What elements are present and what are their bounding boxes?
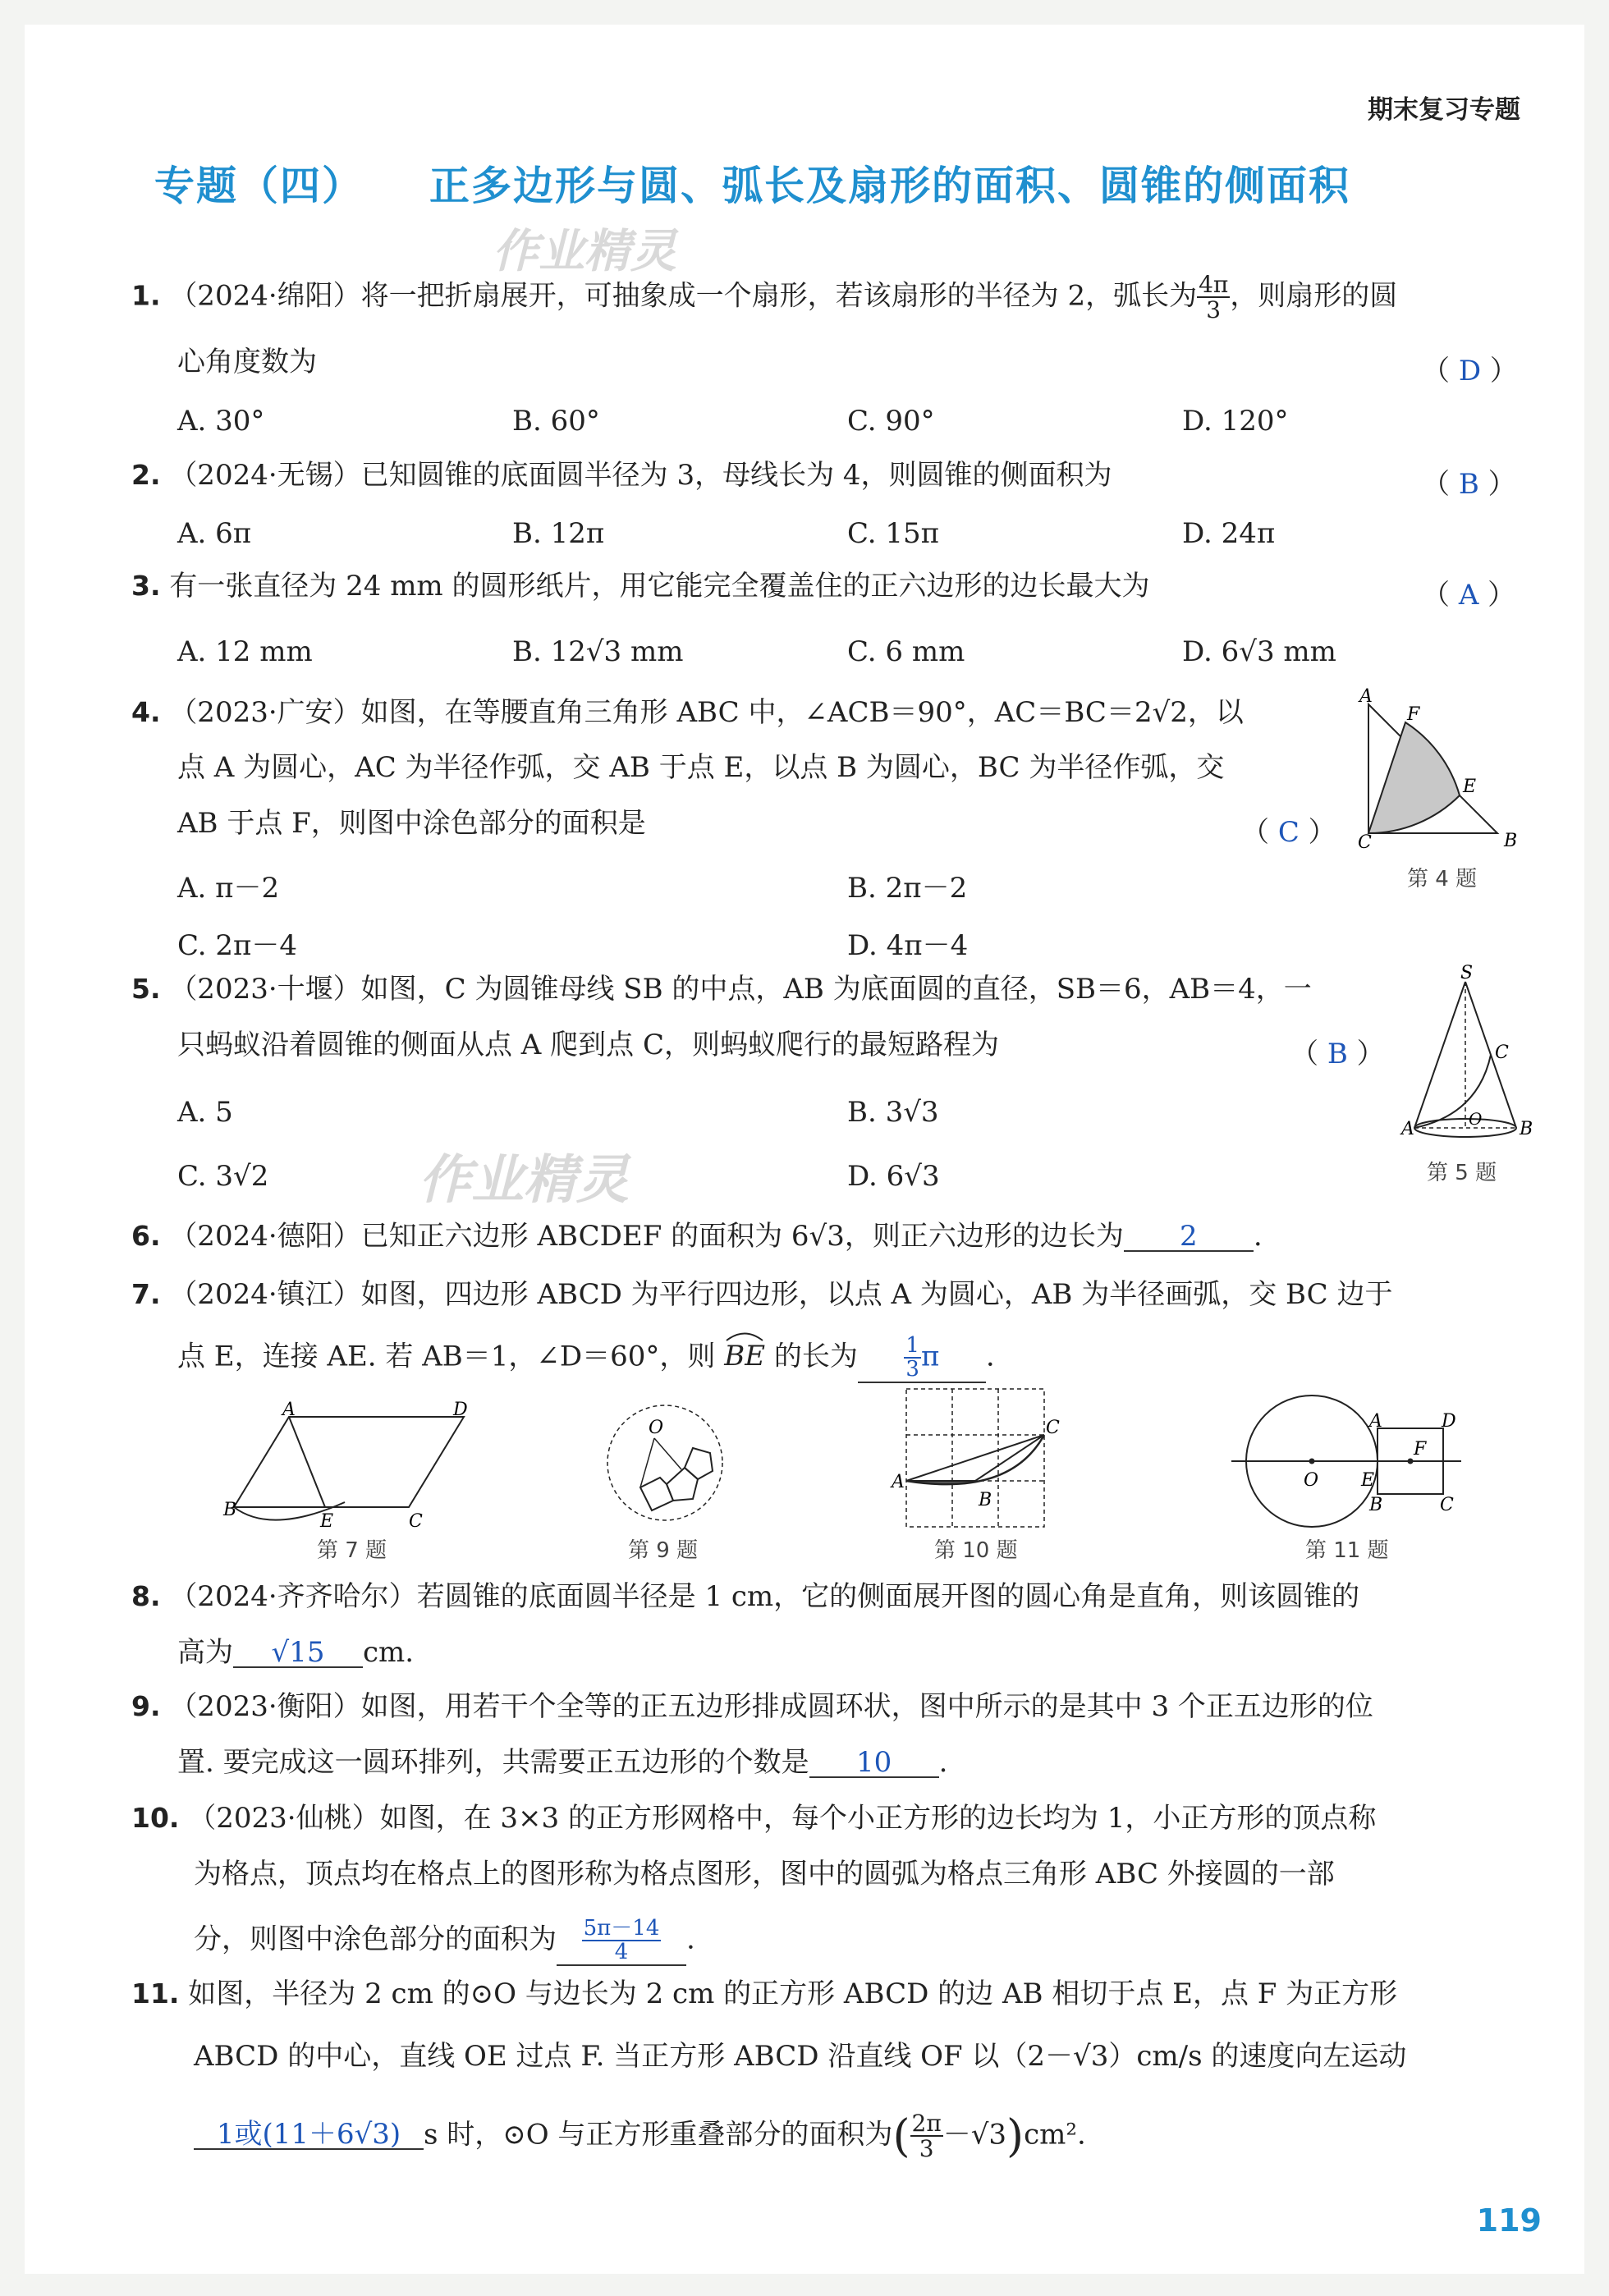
svg-text:B: B: [1520, 1119, 1533, 1139]
q11-figure: [1223, 1386, 1469, 1533]
q10-line2: 为格点，顶点均在格点上的图形称为格点图形，图中的圆弧为格点三角形 ABC 外接圆的一部: [194, 1858, 1335, 1890]
svg-text:C: C: [1440, 1495, 1454, 1515]
q10-answer-frac: [582, 1918, 662, 1964]
q9-figure: [591, 1395, 739, 1535]
svg-text:C: C: [1046, 1418, 1060, 1438]
q11-fraction: [910, 2111, 943, 2161]
svg-text:A: A: [1359, 686, 1373, 707]
q6-text-a: （2024·德阳）已知正六边形 ABCDEF 的面积为 6√3，则正六边形的边长为: [169, 1220, 1124, 1253]
q4-shaded-region: [1368, 722, 1460, 833]
q7-arc-text: BE: [724, 1340, 766, 1373]
q4-answer-paren: （ C ）: [1241, 816, 1336, 849]
q5-option-a: A. 5: [177, 1096, 233, 1129]
svg-text:B: B: [1504, 831, 1518, 851]
q7-arc-label: [724, 1340, 765, 1373]
q8-text-2b: cm.: [363, 1636, 415, 1669]
q9-text-1: （2023·衡阳）如图，用若干个全等的正五边形排成圆环状，图中所示的是其中 3 个正五边形的位: [169, 1690, 1373, 1723]
q11-frac-num: 2π: [911, 2110, 942, 2137]
q1-number: 1.: [131, 279, 161, 312]
q3-option-a: A. 12 mm: [177, 635, 313, 668]
q11-line2: ABCD 的中心，直线 OE 过点 F. 当正方形 ABCD 沿直线 OF 以（2－√3）cm/s 的速度向左运动: [194, 2040, 1407, 2073]
q11-paren-left: (: [892, 2110, 910, 2162]
q9-text-2b: .: [938, 1746, 948, 1779]
q10-answer-blank: [557, 1918, 686, 1966]
q4-figure: [1355, 685, 1535, 853]
title-topic: 专题（四）: [154, 163, 364, 209]
q5-option-b: B. 3√3: [847, 1096, 939, 1129]
q3-option-b: B. 12√3 mm: [512, 635, 684, 668]
svg-text:F: F: [1414, 1439, 1427, 1460]
q5-answer: B: [1327, 1038, 1348, 1070]
q8-number: 8.: [131, 1580, 161, 1612]
q4-caption: 第 4 题: [1407, 867, 1478, 891]
q10-line1: [131, 1802, 1377, 1835]
svg-text:E: E: [1463, 777, 1477, 797]
q11-number: 11.: [131, 1977, 180, 2010]
q10-caption: 第 10 题: [934, 1538, 1018, 1563]
q4-option-a: A. π－2: [177, 872, 280, 905]
q2-option-c: C. 15π: [847, 517, 940, 550]
q4-line1: [131, 696, 1244, 729]
q4-line2: 点 A 为圆心，AC 为半径作弧，交 AB 于点 E，以点 B 为圆心，BC 为半径作弧，交: [177, 751, 1225, 784]
q9-pentagon-1: [685, 1448, 713, 1479]
q2-number: 2.: [131, 459, 161, 491]
svg-text:A: A: [1401, 1119, 1414, 1139]
q7-answer-blank: [858, 1335, 986, 1383]
q7-text-2c: .: [985, 1340, 995, 1373]
q10-text-1: （2023·仙桃）如图，在 3×3 的正方形网格中，每个小正方形的边长均为 1，小正方形的顶点称: [188, 1802, 1377, 1835]
q1-option-c: C. 90°: [847, 405, 935, 438]
q11-line1: [131, 1977, 1398, 2010]
q1-text-b: ，则扇形的圆: [1230, 279, 1398, 313]
q7-figure: [222, 1400, 484, 1537]
q11-text-3c: cm².: [1024, 2118, 1086, 2152]
q2-option-b: B. 12π: [512, 517, 605, 550]
svg-text:D: D: [1442, 1411, 1456, 1432]
q7-caption: 第 7 题: [317, 1538, 387, 1563]
svg-text:A: A: [282, 1400, 296, 1420]
q2-line1: [131, 459, 1112, 492]
page-title: [154, 154, 1350, 212]
q1-text-a: （2024·绵阳）将一把折扇展开，可抽象成一个扇形，若该扇形的半径为 2，弧长为: [169, 279, 1198, 313]
q9-text-2a: 置. 要完成这一圆环排列，共需要正五边形的个数是: [177, 1746, 809, 1779]
q1-option-b: B. 60°: [512, 405, 600, 438]
svg-text:O: O: [1469, 1109, 1483, 1129]
q9-line1: [131, 1690, 1373, 1723]
q10-answer-den: 4: [614, 1940, 629, 1965]
q6-line1: [131, 1222, 1263, 1252]
watermark-2: 作业精灵: [419, 1150, 629, 1211]
q7-answer-den: 3: [905, 1357, 919, 1382]
q2-option-a: A. 6π: [177, 517, 252, 550]
q10-figure: [887, 1386, 1067, 1533]
q9-line2: [177, 1748, 947, 1778]
q5-line2: 只蚂蚁沿着圆锥的侧面从点 A 爬到点 C，则蚂蚁爬行的最短路程为: [177, 1029, 999, 1061]
q9-caption: 第 9 题: [628, 1538, 699, 1563]
q9-answer-blank: 10: [809, 1748, 939, 1778]
header-label: 期末复习专题: [1368, 95, 1520, 125]
q1-fraction: [1197, 273, 1230, 323]
q5-line1: [131, 973, 1312, 1006]
q2-answer-paren: （ B ）: [1422, 468, 1516, 501]
q7-line2: [177, 1335, 995, 1383]
q1-line1: [131, 273, 1397, 323]
q11-answer-blank: 1或(11＋6√3): [194, 2120, 424, 2150]
q4-answer: C: [1277, 816, 1300, 849]
svg-text:B: B: [979, 1490, 992, 1510]
q3-line1: [131, 570, 1150, 603]
svg-text:C: C: [1495, 1043, 1509, 1063]
q3-answer-paren: （ A ）: [1422, 579, 1516, 612]
svg-text:B: B: [223, 1500, 237, 1520]
q10-number: 10.: [131, 1802, 180, 1834]
q1-option-d: D. 120°: [1182, 405, 1289, 438]
q4-option-d: D. 4π－4: [847, 929, 969, 962]
q7-parallelogram: [234, 1417, 464, 1507]
q3-option-d: D. 6√3 mm: [1182, 635, 1336, 668]
q7-text-2a: 点 E，连接 AE. 若 AB＝1，∠D＝60°，则: [177, 1340, 716, 1373]
q7-answer-frac: [904, 1335, 921, 1382]
q11-text-3a: s 时，⊙O 与正方形重叠部分的面积为: [424, 2118, 893, 2152]
q7-answer-pi: π: [920, 1340, 940, 1373]
svg-text:F: F: [1407, 704, 1420, 725]
q8-text-2a: 高为: [177, 1636, 233, 1669]
q10-line3: [194, 1918, 695, 1966]
q1-frac-den: 3: [1206, 296, 1222, 324]
page-number: 119: [1476, 2202, 1542, 2239]
q4-text-1: （2023·广安）如图，在等腰直角三角形 ABC 中，∠ACB＝90°，AC＝BC＝2√2，以: [169, 696, 1244, 729]
q2-answer: B: [1458, 468, 1479, 501]
q7-text-2b: 的长为: [773, 1340, 858, 1373]
q4-number: 4.: [131, 696, 161, 728]
q11-frac-den: 3: [919, 2135, 934, 2163]
q5-option-d: D. 6√3: [847, 1160, 940, 1193]
q8-line1: [131, 1580, 1360, 1613]
q5-text-1: （2023·十堰）如图，C 为圆锥母线 SB 的中点，AB 为底面圆的直径，SB＝6，AB＝4，一: [169, 973, 1312, 1006]
q8-text-1: （2024·齐齐哈尔）若圆锥的底面圆半径是 1 cm，它的侧面展开图的圆心角是直角，则该圆锥的: [169, 1580, 1360, 1613]
q4-option-b: B. 2π－2: [847, 872, 968, 905]
q4-line3: AB 于点 F，则图中涂色部分的面积是: [177, 807, 646, 840]
title-text: 正多边形与圆、弧长及扇形的面积、圆锥的侧面积: [429, 163, 1351, 209]
q11-text-1: 如图，半径为 2 cm 的⊙O 与边长为 2 cm 的正方形 ABCD 的边 AB 相切于点 E，点 F 为正方形: [188, 1977, 1398, 2010]
svg-text:E: E: [320, 1511, 334, 1532]
svg-text:E: E: [1361, 1470, 1375, 1491]
q10-triangle: [906, 1435, 1044, 1481]
q6-text-b: .: [1253, 1220, 1263, 1253]
q7-text-1: （2024·镇江）如图，四边形 ABCD 为平行四边形，以点 A 为圆心，AB 为半径画弧，交 BC 边于: [169, 1278, 1393, 1311]
q10-answer-num: 5π－14: [583, 1916, 660, 1941]
svg-text:C: C: [409, 1511, 423, 1532]
q5-caption: 第 5 题: [1427, 1161, 1497, 1185]
q7-answer-num: 1: [905, 1333, 919, 1358]
q4-option-c: C. 2π－4: [177, 929, 298, 962]
q7-arc-mark: [724, 1330, 765, 1341]
svg-text:C: C: [1358, 832, 1372, 853]
watermark-1: 作业精灵: [493, 225, 676, 278]
q6-number: 6.: [131, 1220, 161, 1252]
q3-answer: A: [1458, 579, 1479, 612]
q11-paren-right: ): [1006, 2110, 1025, 2162]
q5-option-c: C. 3√2: [177, 1160, 269, 1193]
q8-answer-blank: √15: [233, 1638, 363, 1668]
svg-text:A: A: [892, 1472, 905, 1492]
svg-text:D: D: [453, 1400, 468, 1420]
q2-text: （2024·无锡）已知圆锥的底面圆半径为 3，母线长为 4，则圆锥的侧面积为: [169, 459, 1112, 492]
q7-number: 7.: [131, 1278, 161, 1310]
q11-caption: 第 11 题: [1305, 1538, 1389, 1563]
q8-line2: [177, 1638, 414, 1668]
q2-option-d: D. 24π: [1182, 517, 1276, 550]
q1-frac-num: 4π: [1199, 271, 1229, 298]
svg-text:O: O: [1304, 1470, 1319, 1491]
q5-number: 5.: [131, 973, 161, 1005]
q1-line2: 心角度数为: [177, 346, 317, 378]
svg-text:S: S: [1460, 963, 1474, 983]
q3-option-c: C. 6 mm: [847, 635, 965, 668]
q7-line1: [131, 1278, 1393, 1311]
q11-line3: [194, 2111, 1086, 2161]
q10-text-3a: 分，则图中涂色部分的面积为: [194, 1922, 557, 1956]
q1-answer-paren: （ D ）: [1422, 355, 1518, 387]
q5-figure: [1400, 963, 1533, 1143]
q6-answer-blank: 2: [1124, 1222, 1254, 1252]
q11-text-3b: －√3: [942, 2118, 1007, 2152]
svg-text:O: O: [649, 1418, 664, 1438]
q3-text: 有一张直径为 24 mm 的圆形纸片，用它能完全覆盖住的正六边形的边长最大为: [169, 570, 1150, 603]
q3-number: 3.: [131, 570, 161, 602]
q1-option-a: A. 30°: [177, 405, 265, 438]
svg-text:B: B: [1369, 1495, 1383, 1515]
svg-text:A: A: [1369, 1411, 1382, 1432]
q5-answer-paren: （ B ）: [1290, 1038, 1385, 1070]
q10-text-3b: .: [686, 1922, 695, 1956]
q9-dashed-circle: [607, 1405, 722, 1520]
q9-number: 9.: [131, 1690, 161, 1722]
q1-answer: D: [1458, 355, 1482, 387]
